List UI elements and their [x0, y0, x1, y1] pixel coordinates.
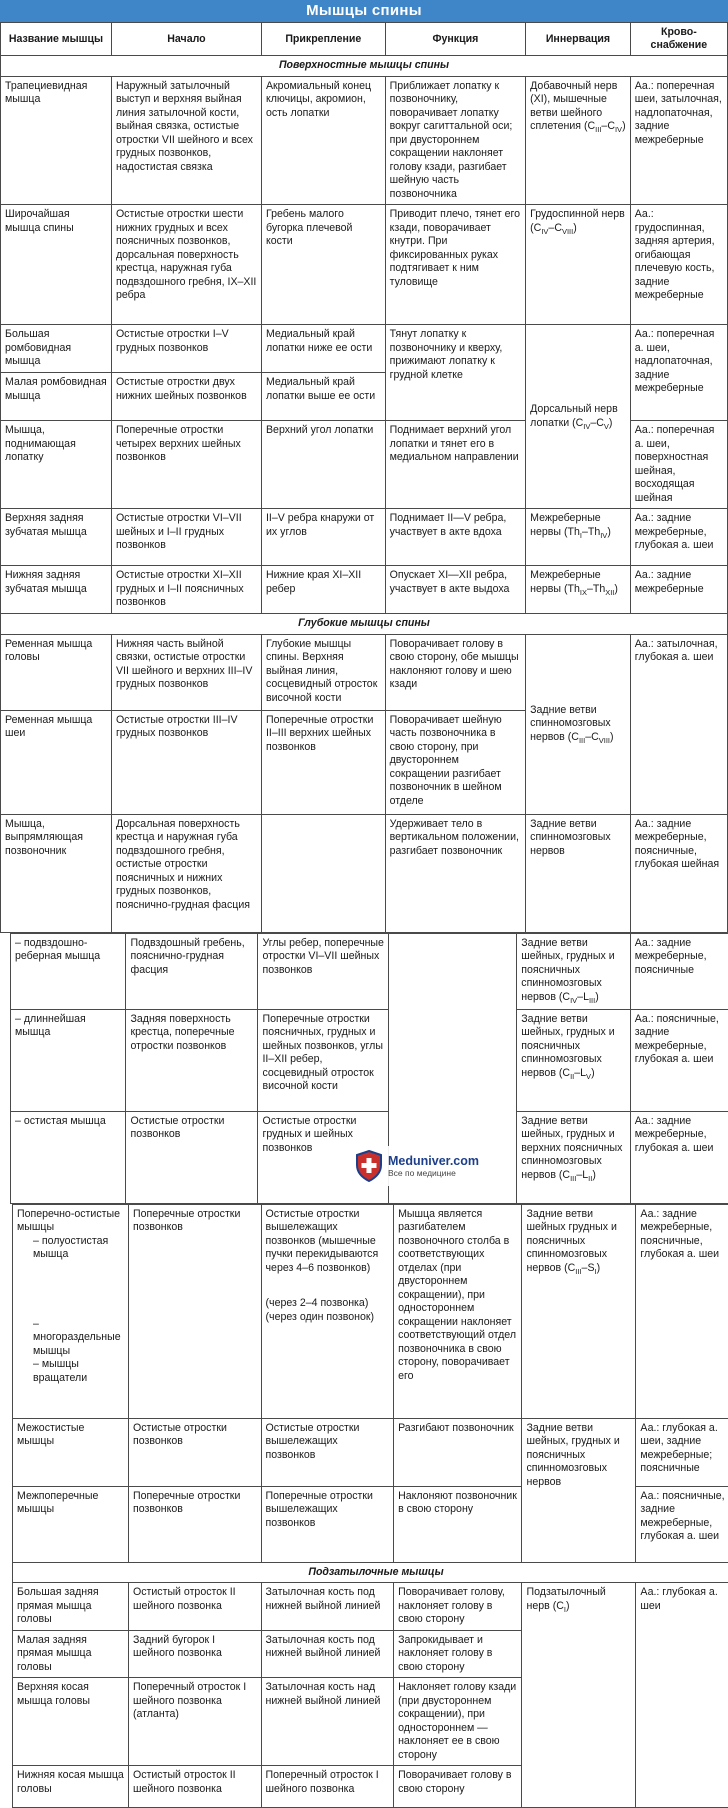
muscle-name: Мышца, поднимающая лопатку [1, 421, 112, 509]
logo-brand: Meduniver.com [388, 1154, 479, 1168]
muscle-insertion: Остистые отростки вышележащих позвонков (мышечные пучки перекидываются через 4–6 позвонков) (через 2–4 позвонка) (через один позвонок) [261, 1204, 394, 1418]
muscle-name: Межостистые мышцы [13, 1418, 129, 1486]
muscle-origin: Поперечные отростки четырех верхних шейных позвонков [111, 421, 261, 509]
muscle-function: Поднимает II—V ребра, участвует в акте вдоха [385, 509, 526, 566]
muscle-function: Приводит плечо, тянет его кзади, поворачивает кнутри. При фиксированных руках подтягивает к ним туловище [385, 205, 526, 325]
muscle-name: Верхняя задняя зубчатая мышца [1, 509, 112, 566]
table-row [11, 933, 728, 1009]
muscle-blood-supply: Аа.: задние межреберные, глубокая а. шеи [630, 1111, 728, 1203]
muscle-function: Поворачивает голову в свою сторону [394, 1766, 522, 1808]
table-header-row [1, 23, 728, 56]
muscles-table-part3 [12, 1204, 728, 1808]
logo-tagline: Все по медицине [388, 1168, 479, 1178]
muscle-blood-supply: Аа.: затылочная, глубокая а. шеи [630, 634, 727, 814]
muscle-origin: Остистые отростки III–IV грудных позвонков [111, 710, 261, 814]
muscle-insertion: Углы ребер, поперечные отростки VI–VII шейных позвонков [258, 933, 389, 1009]
muscle-blood-supply: Аа.: задние межреберные, поясничные [630, 933, 728, 1009]
muscle-insertion: Поперечные отростки вышележащих позвонков [261, 1486, 394, 1562]
header-innervation: Иннервация [526, 23, 631, 56]
muscle-origin: Остистые отростки шести нижних грудных и всех поясничных позвонков, дорсальная поверхность крестца, наружная губа подвздошного гребня, IX–XII ребра [111, 205, 261, 325]
muscle-blood-supply: Аа.: глубокая а. шеи, задние межреберные; поясничные [636, 1418, 728, 1486]
muscle-name: Малая задняя прямая мышца головы [13, 1630, 129, 1678]
muscle-origin: Нижняя часть выйной связки, остистые отростки VII шейного и верхних III–IV грудных позвонков [111, 634, 261, 710]
muscle-blood-supply: Аа.: задние межреберные, поясничные, глубокая а. шеи [636, 1204, 728, 1418]
muscle-name: Поперечно-остистые мышцы – полуостистая мышца – многораздельные мышцы – мышцы вращатели [13, 1204, 129, 1418]
header-name: Название мышцы [1, 23, 112, 56]
muscle-innervation: Задние ветви шейных, грудных и поясничных спинномозговых нервов [522, 1418, 636, 1562]
muscle-insertion: Медиальный край лопатки выше ее ости [261, 373, 385, 421]
muscle-innervation: Задние ветви спинномозговых нервов [526, 814, 631, 932]
muscle-innervation: Грудоспинной нерв $(C_{IV}-C_{VIII})$ [526, 205, 631, 325]
muscle-origin: Поперечные отростки позвонков [128, 1204, 261, 1418]
table-row [1, 76, 728, 205]
muscle-origin: Остистый отросток II шейного позвонка [128, 1583, 261, 1631]
muscle-insertion: Глубокие мышцы спины. Верхняя выйная линия, сосцевидный отросток височной кости [261, 634, 385, 710]
table-row [1, 814, 728, 932]
muscle-origin: Остистые отростки двух нижних шейных позвонков [111, 373, 261, 421]
muscle-innervation: Задние ветви шейных, грудных и верхних поясничных спинномозговых нервов $(C_{III}-L_{II})$ [517, 1111, 630, 1203]
header-function: Функция [385, 23, 526, 56]
muscle-insertion: Остистые отростки грудных и шейных позвонков [258, 1111, 389, 1203]
muscle-name: Нижняя косая мышца головы [13, 1766, 129, 1808]
muscle-insertion: Поперечный отросток I шейного позвонка [261, 1766, 394, 1808]
section-title: Поверхностные мышцы спины [1, 56, 728, 77]
muscle-origin: Дорсальная поверхность крестца и наружная губа подвздошного гребня, остистые отростки поясничных и нижних грудных позвонков, пояснично-грудная фасция [111, 814, 261, 932]
muscle-function: Мышца является разгибателем позвоночного столба в соответствующих отделах (при двустороннем сокращении), при одностороннем сокращении наклоняет соответствующий отдел позвоночника в свою сторону, поворачивает его [394, 1204, 522, 1418]
muscle-insertion: Гребень малого бугорка плечевой кости [261, 205, 385, 325]
muscle-innervation: Задние ветви спинномозговых нервов $(C_{III}-C_{VIII})$ [526, 634, 631, 814]
muscle-function: Приближает лопатку к позвоночнику, поворачивает лопатку вокруг сагиттальной оси; при двустороннем сокращении наклоняет голову кзади, разгибает шейную часть позвоночника [385, 76, 526, 205]
table-row [1, 205, 728, 325]
muscles-table-part1 [0, 22, 728, 933]
muscle-name: Большая задняя прямая мышца головы [13, 1583, 129, 1631]
muscle-origin: Задний бугорок I шейного позвонка [128, 1630, 261, 1678]
muscle-insertion: Затылочная кость под нижней выйной линией [261, 1583, 394, 1631]
muscle-insertion [261, 814, 385, 932]
header-blood-supply: Крово-снабжение [630, 23, 727, 56]
muscle-origin: Остистый отросток II шейного позвонка [128, 1766, 261, 1808]
muscle-name: – остистая мышца [11, 1111, 126, 1203]
muscle-insertion: Затылочная кость под нижней выйной линией [261, 1630, 394, 1678]
muscle-function: Запрокидывает и наклоняет голову в свою сторону [394, 1630, 522, 1678]
muscle-origin: Остистые отростки XI–XII грудных и I–II поясничных позвонков [111, 566, 261, 614]
header-origin: Начало [111, 23, 261, 56]
muscle-name: Ременная мышца шеи [1, 710, 112, 814]
table-row [1, 566, 728, 614]
muscle-innervation: Межреберные нервы $(Th_{IX}-Th_{XII})$ [526, 566, 631, 614]
muscle-name: – длиннейшая мышца [11, 1009, 126, 1111]
muscle-function: Поворачивает шейную часть позвоночника в свою сторону, при двустороннем сокращении разгибает позвоночник в шейном отделе [385, 710, 526, 814]
table-row [1, 509, 728, 566]
muscle-innervation: Дорсальный нерв лопатки $(C_{IV}-C_V)$ [526, 325, 631, 509]
muscle-origin: Поперечный отросток I шейного позвонка (атланта) [128, 1678, 261, 1766]
section-row-deep [1, 614, 728, 635]
muscle-blood-supply: Аа.: поперечная шеи, затылочная, надлопаточная, задние межреберные [630, 76, 727, 205]
site-logo[interactable] [356, 1146, 516, 1186]
muscle-blood-supply: Аа.: поперечная а. шеи, надлопаточная, задние межреберные [630, 325, 727, 421]
muscle-name: Трапециевидная мышца [1, 76, 112, 205]
muscle-blood-supply: Аа.: поясничные, задние межреберные, глубокая а. шеи [630, 1009, 728, 1111]
muscle-origin: Остистые отростки VI–VII шейных и I–II грудных позвонков [111, 509, 261, 566]
muscle-innervation: Межреберные нервы $(Th_I-Th_{IV})$ [526, 509, 631, 566]
table-row [11, 1009, 728, 1111]
table-row [13, 1583, 728, 1631]
muscle-function: Тянут лопатку к позвоночнику и кверху, прижимают лопатку к грудной клетке [385, 325, 526, 421]
muscle-innervation: Добавочный нерв (XI), мышечные ветви шейного сплетения $(C_{III}-C_{IV})$ [526, 76, 631, 205]
muscle-name: Мышца, выпрямляющая позвоночник [1, 814, 112, 932]
muscle-origin: Задняя поверхность крестца, поперечные отростки позвонков [126, 1009, 258, 1111]
muscle-blood-supply: Аа.: задние межреберные, поясничные, глубокая шейная [630, 814, 727, 932]
muscle-function: Наклоняет голову кзади (при двустороннем сокращении), при одностороннем — наклоняет ее в свою сторону [394, 1678, 522, 1766]
muscle-name: Малая ромбовидная мышца [1, 373, 112, 421]
muscle-insertion: Медиальный край лопатки ниже ее ости [261, 325, 385, 373]
muscle-innervation: Задние ветви шейных, грудных и поясничных спинномозговых нервов $(C_{IV}-L_{III})$ [517, 933, 630, 1009]
muscle-origin: Наружный затылочный выступ и верхняя выйная линия затылочной кости, выйная связка, остистые отростки VII шейного и всех грудных позвонков, надостистая связка [111, 76, 261, 205]
muscle-blood-supply: Аа.: задние межреберные, глубокая а. шеи [630, 509, 727, 566]
muscle-innervation: Задние ветви шейных грудных и поясничных спинномозговых нервов $(C_{III}-S_I)$ [522, 1204, 636, 1418]
muscle-function: Удерживает тело в вертикальном положении, разгибает позвоночник [385, 814, 526, 932]
table-row [1, 634, 728, 710]
muscle-name: – подвздошно-реберная мышца [11, 933, 126, 1009]
muscle-function: Поворачивает голову, наклоняет голову в свою сторону [394, 1583, 522, 1631]
section-title: Глубокие мышцы спины [1, 614, 728, 635]
muscle-blood-supply: Аа.: поперечная а. шеи, поверхностная шейная, восходящая шейная [630, 421, 727, 509]
muscle-insertion: Верхний угол лопатки [261, 421, 385, 509]
muscle-origin: Остистые отростки позвонков [128, 1418, 261, 1486]
muscle-origin: Подвздошный гребень, пояснично-грудная фасция [126, 933, 258, 1009]
table-row [13, 1204, 728, 1418]
table-row [1, 325, 728, 373]
table-row [13, 1418, 728, 1486]
muscle-function: Опускает XI—XII ребра, участвует в акте выдоха [385, 566, 526, 614]
muscle-blood-supply: Аа.: грудоспинная, задняя артерия, огибающая плечевую кость, задние межреберные [630, 205, 727, 325]
muscle-insertion: Поперечные отростки II–III верхних шейных позвонков [261, 710, 385, 814]
muscle-function: Разгибают позвоночник [394, 1418, 522, 1486]
muscle-name: Большая ромбовидная мышца [1, 325, 112, 373]
muscle-insertion: Акромиальный конец ключицы, акромион, ость лопатки [261, 76, 385, 205]
section-row-suboccipital [13, 1562, 728, 1583]
muscle-name: Ременная мышца головы [1, 634, 112, 710]
muscle-function: Наклоняют позвоночник в свою сторону [394, 1486, 522, 1562]
muscle-insertion: Остистые отростки вышележащих позвонков [261, 1418, 394, 1486]
section-title: Подзатылочные мышцы [13, 1562, 728, 1583]
header-insertion: Прикрепление [261, 23, 385, 56]
muscle-name: Межпоперечные мышцы [13, 1486, 129, 1562]
muscle-name: Широчайшая мышца спины [1, 205, 112, 325]
muscle-blood-supply: Аа.: задние межреберные [630, 566, 727, 614]
muscle-function: Поднимает верхний угол лопатки и тянет его в медиальном направлении [385, 421, 526, 509]
muscle-innervation: Задние ветви шейных, грудных и поясничных спинномозговых нервов $(C_{II}-L_V)$ [517, 1009, 630, 1111]
muscle-blood-supply: Аа.: поясничные, задние межреберные, глубокая а. шеи [636, 1486, 728, 1562]
logo-text [388, 1154, 479, 1178]
muscle-origin: Поперечные отростки позвонков [128, 1486, 261, 1562]
muscle-insertion: II–V ребра кнаружи от их углов [261, 509, 385, 566]
muscle-insertion: Поперечные отростки поясничных, грудных и шейных позвонков, углы II–XII ребер, сосцевидный отросток височной кости [258, 1009, 389, 1111]
muscle-origin: Остистые отростки позвонков [126, 1111, 258, 1203]
muscle-insertion: Нижние края XI–XII ребер [261, 566, 385, 614]
muscle-insertion: Затылочная кость над нижней выйной линией [261, 1678, 394, 1766]
section-row-superficial [1, 56, 728, 77]
muscle-innervation: Подзатылочный нерв $(C_I)$ [522, 1583, 636, 1808]
muscle-name: Верхняя косая мышца головы [13, 1678, 129, 1766]
muscle-blood-supply: Аа.: глубокая а. шеи [636, 1583, 728, 1808]
muscle-name: Нижняя задняя зубчатая мышца [1, 566, 112, 614]
medical-shield-icon [356, 1150, 382, 1182]
muscle-origin: Остистые отростки I–V грудных позвонков [111, 325, 261, 373]
muscle-function: Поворачивает голову в свою сторону, обе мышцы наклоняют голову и шею кзади [385, 634, 526, 710]
page-title: Мышцы спины [0, 0, 728, 22]
